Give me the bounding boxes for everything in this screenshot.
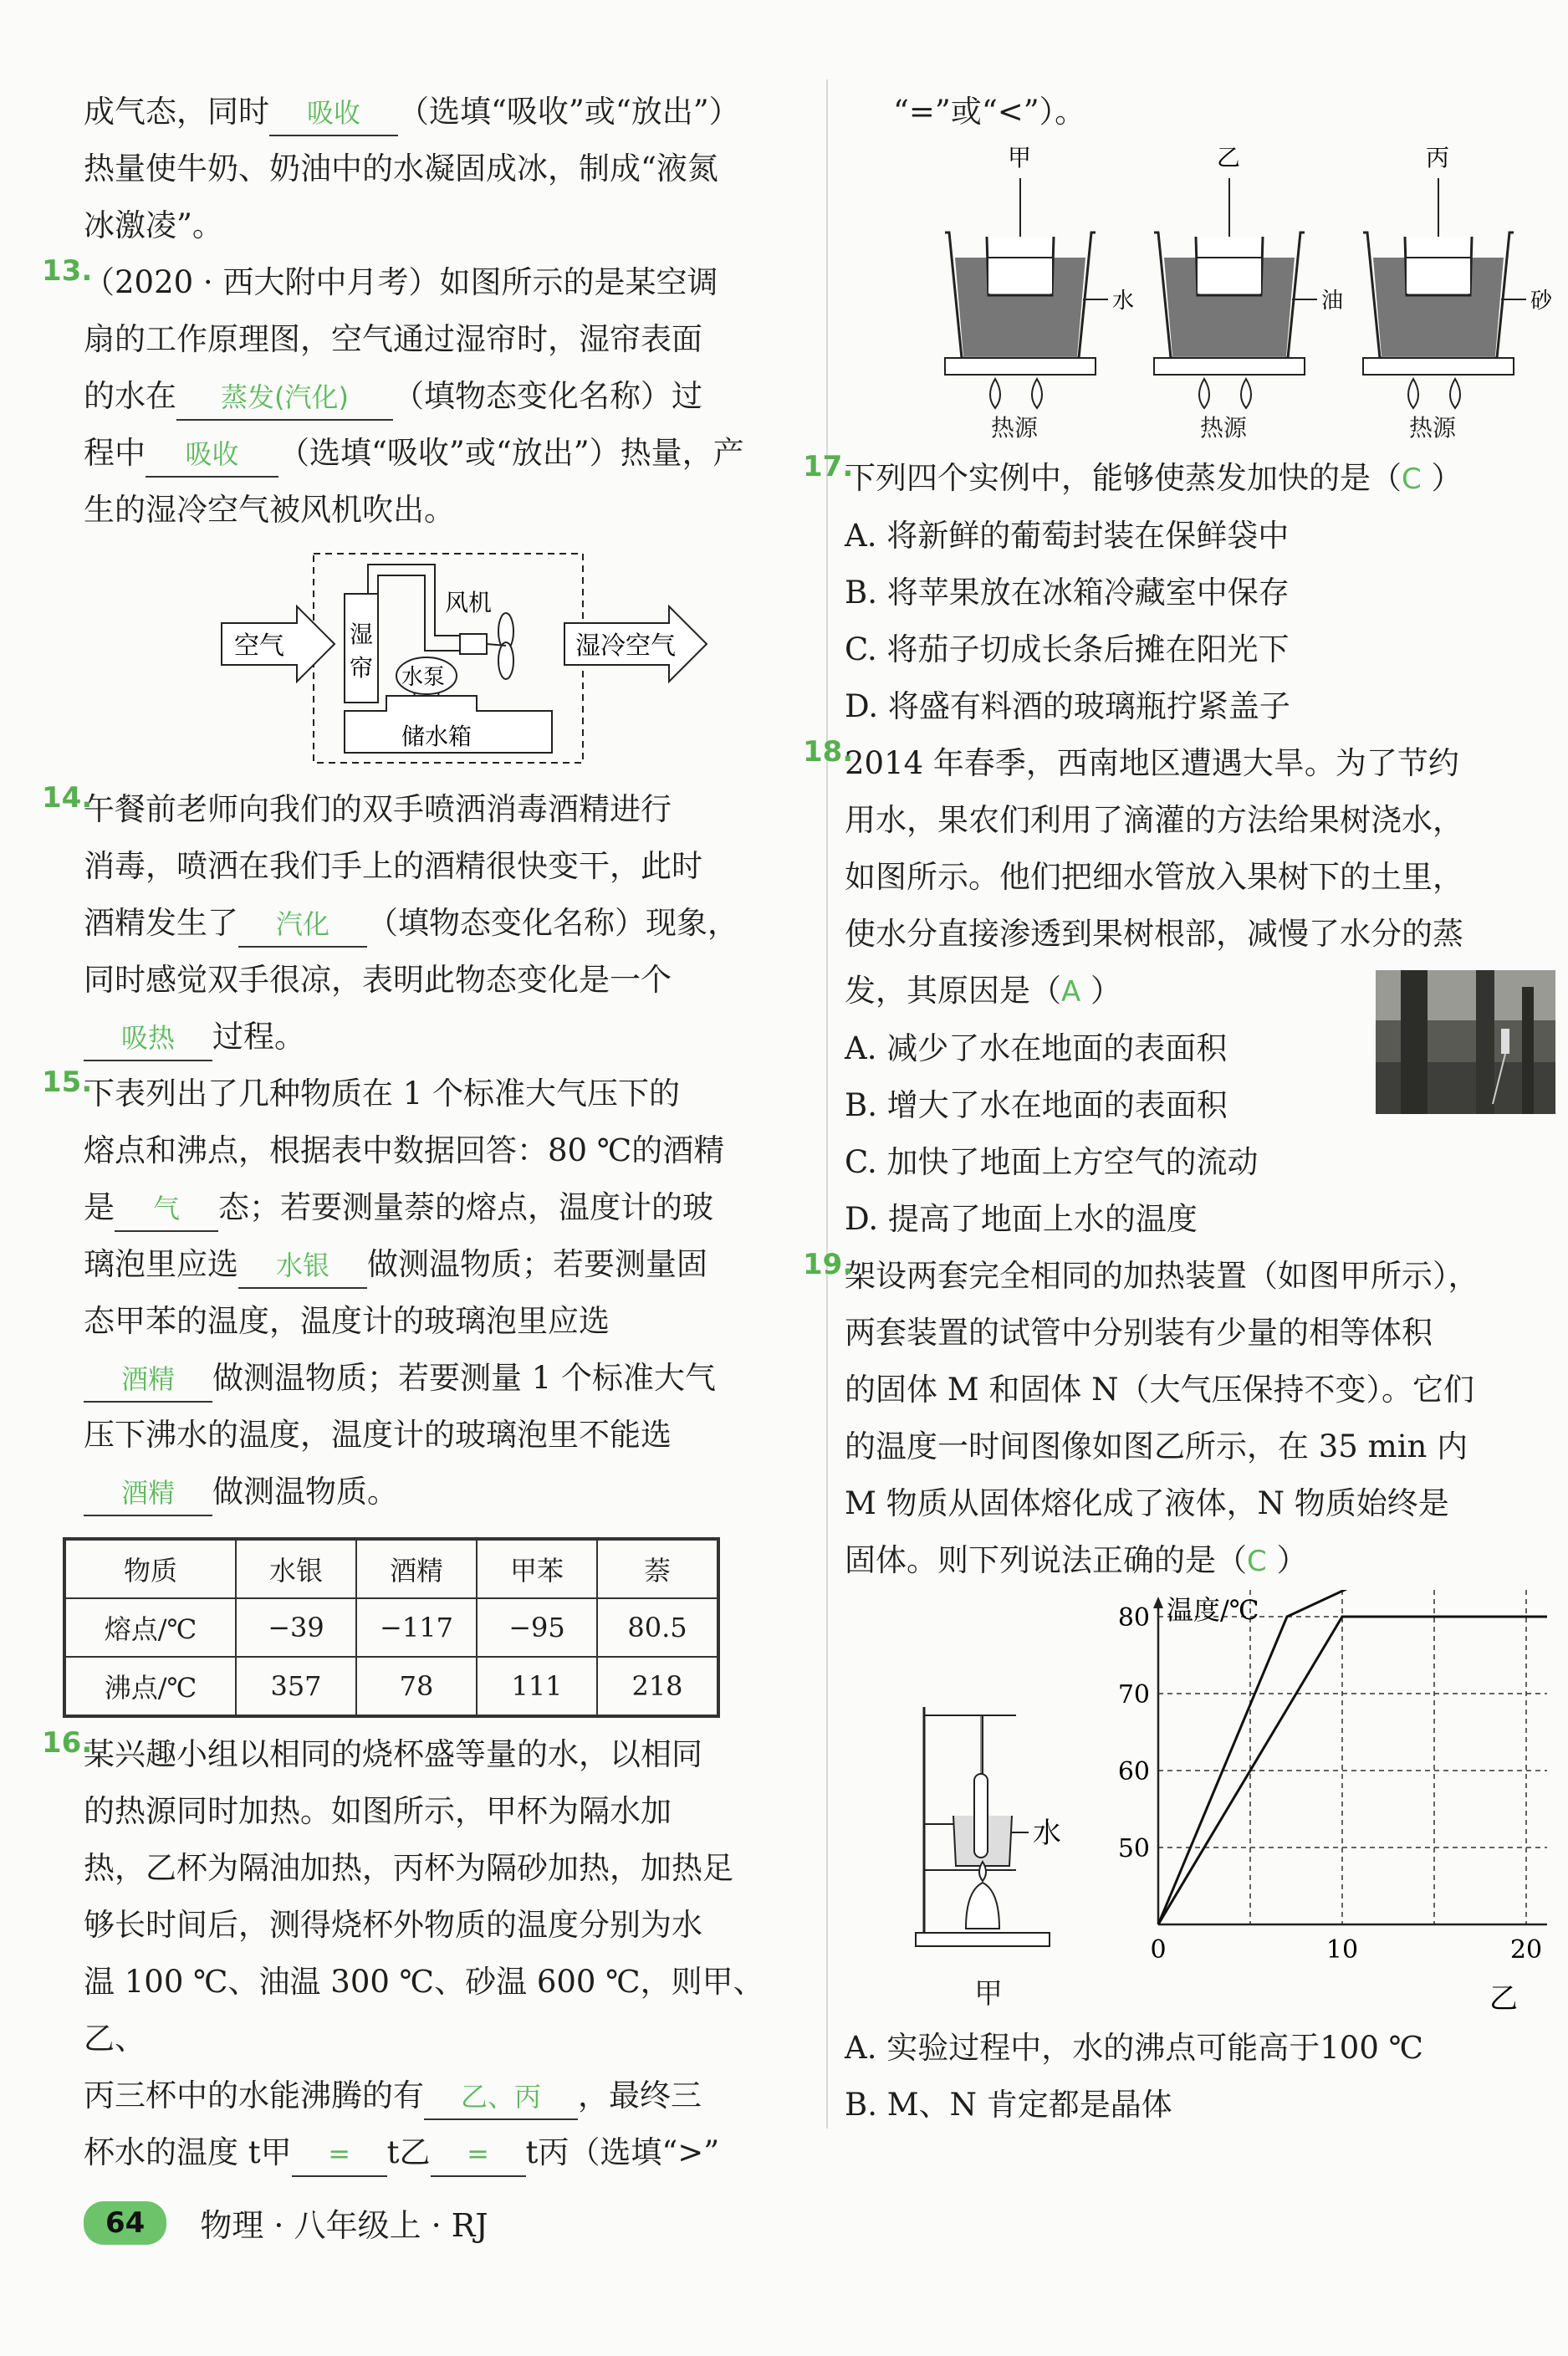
q16-line: 杯水的温度 t甲 = t乙 = t丙（选填“>” [84, 2124, 803, 2181]
table-cell: −39 [236, 1598, 356, 1657]
option-b[interactable]: B. 增大了水在地面的表面积 [845, 1087, 1228, 1123]
x-tick-label: 20 [1509, 1935, 1543, 1965]
q19-line: 的固体 M 和固体 N（大气压保持不变）。它们 [845, 1372, 1475, 1408]
flame-icon [1199, 379, 1209, 408]
beaker-label: 乙 [1217, 144, 1241, 171]
question-13 [42, 254, 803, 769]
heat-source-labels [912, 410, 1564, 443]
q13-line: 程中 吸收 （选填“吸收”或“放出”）热量，产 [84, 425, 803, 482]
question-19 [803, 1248, 1564, 2134]
answer-blank[interactable]: 水银 [238, 1244, 367, 1289]
flame-icon [1408, 379, 1418, 408]
table-header-cell: 水银 [236, 1539, 356, 1598]
beaker-yi [1154, 144, 1343, 408]
q15-line: 下表列出了几种物质在 1 个标准大气压下的 [84, 1076, 681, 1112]
answer-choice[interactable]: A [1061, 975, 1081, 1009]
tank-label: 储水箱 [401, 723, 472, 750]
beaker-heating-diagram [912, 141, 1568, 417]
q13-line: 生的湿冷空气被风机吹出。 [84, 492, 455, 528]
beaker-label: 丙 [1426, 144, 1450, 171]
q18-line: 使水分直接渗透到果树根部，减慢了水分的蒸 [845, 916, 1463, 952]
option-d[interactable]: D. 提高了地面上水的温度 [845, 1201, 1198, 1237]
figure-label-jia: 甲 [974, 1977, 1003, 2011]
flame-icon [990, 379, 1000, 408]
q16-continuation: “=”或“<”）。 [893, 94, 1086, 130]
answer-blank[interactable]: 酒精 [84, 1357, 212, 1403]
answer-blank[interactable]: = [431, 2132, 526, 2177]
answer-blank[interactable]: 酒精 [84, 1471, 212, 1516]
answer-blank[interactable]: 乙、丙 [424, 2075, 578, 2120]
table-header-cell: 酒精 [356, 1539, 477, 1598]
q15-line: 酒精 做测温物质。 [84, 1464, 803, 1520]
flame-icon [1032, 379, 1042, 408]
q13-line: 的水在 蒸发(汽化) （填物态变化名称）过 [84, 368, 803, 425]
intro-line-3: 冰激凌”。 [84, 207, 223, 243]
flame-icon [979, 1862, 986, 1881]
intro-line-2: 热量使牛奶、奶油中的水凝固成冰，制成“液氮 [84, 151, 718, 187]
y-tick-label: 50 [1117, 1834, 1150, 1863]
answer-blank[interactable]: 汽化 [238, 902, 367, 948]
table-cell: 80.5 [597, 1598, 718, 1657]
drip-irrigation-photo [1376, 970, 1555, 1114]
q18-options [845, 1020, 1564, 1248]
table-cell: 78 [356, 1657, 477, 1716]
page-number-badge: 64 [84, 2201, 166, 2245]
substance-table [63, 1537, 720, 1718]
alcohol-lamp [966, 1883, 999, 1929]
q16-line: 温 100 ℃、油温 300 ℃、砂温 600 ℃，则甲、乙、 [84, 1964, 764, 2057]
table-row [64, 1598, 718, 1657]
x-tick-label: 10 [1325, 1935, 1359, 1965]
medium-label: 砂 [1530, 289, 1553, 314]
beaker-bing [1363, 144, 1553, 408]
table-cell: 111 [477, 1657, 597, 1716]
q19-line: 架设两套完全相同的加热装置（如图甲所示）， [845, 1258, 1479, 1294]
q18-line: 2014 年春季，西南地区遭遇大旱。为了节约 [845, 745, 1459, 781]
table-header-cell: 物质 [64, 1539, 236, 1598]
q14-line: 酒精发生了 汽化 （填物态变化名称）现象， [84, 895, 803, 952]
series-line-M [1158, 1590, 1547, 1924]
option-a[interactable]: A. 将新鲜的葡萄封装在保鲜袋中 [845, 518, 1290, 554]
water-label: 水 [1033, 1817, 1061, 1850]
q15-line: 璃泡里应选 水银 做测温物质；若要测量固 [84, 1236, 803, 1293]
question-number: 13. [42, 254, 93, 288]
answer-blank[interactable]: 蒸发(汽化) [176, 376, 393, 421]
q13-line: 扇的工作原理图，空气通过湿帘时，湿帘表面 [84, 321, 702, 357]
question-number: 16. [42, 1726, 93, 1760]
option-a[interactable]: A. 实验过程中，水的沸点可能高于100 ℃ [845, 2030, 1424, 2066]
beaker-label: 甲 [1008, 144, 1032, 171]
question-15 [42, 1066, 803, 1718]
book-title: 物理 · 八年级上 · RJ [200, 2207, 488, 2244]
table-header-cell: 萘 [597, 1539, 718, 1598]
wet-pad [345, 594, 378, 703]
answer-blank[interactable]: 吸收 [146, 432, 278, 478]
q16-line: 丙三杯中的水能沸腾的有 乙、丙 ，最终三 [84, 2067, 803, 2124]
table-header-cell: 甲苯 [477, 1539, 597, 1598]
q16-line: 够长时间后，测得烧杯外物质的温度分别为水 [84, 1907, 702, 1943]
question-18 [803, 735, 1564, 1248]
q14-line: 吸热 过程。 [84, 1009, 803, 1066]
temperature-time-chart [1079, 1590, 1547, 2016]
table-cell: 沸点/℃ [64, 1657, 236, 1716]
y-axis-label: 温度/℃ [1167, 1594, 1259, 1626]
question-number: 17. [803, 450, 854, 483]
svg-text:湿: 湿 [350, 621, 374, 648]
answer-choice[interactable]: C [1247, 1545, 1267, 1578]
q19-line: 固体。则下列说法正确的是（C ） [845, 1542, 1308, 1578]
page-footer [84, 2200, 488, 2246]
q16-line: 的热源同时加热。如图所示，甲杯为隔水加 [84, 1793, 672, 1829]
flame-icon [1241, 379, 1251, 408]
air-out-label: 湿冷空气 [575, 631, 676, 661]
option-d[interactable]: D. 将盛有料酒的玻璃瓶拧紧盖子 [845, 688, 1290, 724]
chart-caption: 乙 [1489, 1982, 1518, 2016]
y-tick-label: 70 [1117, 1680, 1150, 1710]
table-cell: 357 [236, 1657, 356, 1716]
option-b[interactable]: B. 将苹果放在冰箱冷藏室中保存 [845, 575, 1290, 611]
q19-line: M 物质从固体熔化成了液体，N 物质始终是 [845, 1485, 1449, 1521]
q14-line: 消毒，喷洒在我们手上的酒精很快变干，此时 [84, 848, 702, 884]
question-14 [42, 781, 803, 1066]
heating-apparatus [907, 1699, 1075, 2008]
heat-source-label: 热源 [1200, 414, 1248, 442]
q14-line: 午餐前老师向我们的双手喷洒消毒酒精进行 [84, 791, 672, 827]
question-number: 15. [42, 1066, 93, 1099]
q13-line: （2020 · 西大附中月考）如图所示的是某空调 [84, 264, 718, 300]
table-row [64, 1657, 718, 1716]
air-in-label: 空气 [234, 631, 284, 661]
answer-blank[interactable]: = [292, 2132, 387, 2177]
answer-blank[interactable]: 吸热 [84, 1016, 212, 1061]
q14-line: 同时感觉双手很凉，表明此物态变化是一个 [84, 962, 672, 998]
question-16 [42, 1726, 803, 2181]
option-b[interactable]: B. M、N 肯定都是晶体 [845, 2087, 1172, 2123]
answer-choice[interactable]: C [1402, 463, 1422, 496]
table-header-row [64, 1539, 718, 1598]
svg-text:水泵: 水泵 [401, 665, 446, 690]
heat-source-label: 热源 [1409, 414, 1457, 442]
air-cooler-diagram [84, 544, 803, 769]
beaker-jia [945, 144, 1134, 408]
question-number: 19. [803, 1248, 854, 1281]
table-cell: −95 [477, 1598, 597, 1657]
column-divider [826, 79, 828, 2129]
table-cell: 熔点/℃ [64, 1598, 236, 1657]
y-tick-label: 80 [1117, 1603, 1150, 1633]
medium-label: 油 [1321, 289, 1344, 314]
question-number: 18. [803, 735, 854, 769]
q15-line: 压下沸水的温度，温度计的玻璃泡里不能选 [84, 1417, 672, 1453]
series-line-N [1158, 1590, 1547, 1924]
fan-label: 风机 [445, 589, 493, 616]
left-column [42, 84, 803, 2181]
q18-line: 用水，果农们利用了滴灌的方法给果树浇水， [845, 802, 1463, 838]
q18-line: 如图所示。他们把细水管放入果树下的土里， [845, 859, 1463, 895]
y-tick-label: 60 [1117, 1757, 1150, 1786]
q17-stem: 下列四个实例中，能够使蒸发加快的是（C ） [845, 460, 1463, 496]
y-axis-arrow [1153, 1597, 1163, 1608]
answer-blank[interactable]: 吸收 [269, 91, 398, 136]
answer-blank[interactable]: 气 [115, 1187, 218, 1232]
intro-line-1: 成气态，同时 吸收 （选填“吸收”或“放出”） [84, 84, 803, 141]
question-17 [803, 450, 1564, 735]
medium-label: 水 [1112, 289, 1135, 314]
right-column [803, 84, 1564, 2134]
table-cell: 218 [597, 1657, 718, 1716]
table-cell: −117 [356, 1598, 477, 1657]
fan-motor [460, 634, 487, 654]
x-tick-label: 0 [1150, 1935, 1167, 1965]
q18-line: 发，其原因是（A ） [845, 973, 1122, 1009]
q15-line: 熔点和沸点，根据表中数据回答：80 ℃的酒精 [84, 1132, 725, 1168]
question-number: 14. [42, 781, 93, 815]
q15-line: 酒精 做测温物质；若要测量 1 个标准大气 [84, 1350, 803, 1407]
q19-figures [845, 1590, 1564, 2016]
q15-line: 是 气 态；若要测量萘的熔点，温度计的玻 [84, 1179, 803, 1236]
q16-line: 热，乙杯为隔油加热，丙杯为隔砂加热，加热足 [84, 1850, 733, 1886]
option-c[interactable]: C. 将茄子切成长条后摊在阳光下 [845, 631, 1290, 667]
option-a[interactable]: A. 减少了水在地面的表面积 [845, 1030, 1228, 1066]
q19-line: 两套装置的试管中分别装有少量的相等体积 [845, 1315, 1433, 1351]
q19-line: 的温度一时间图像如图乙所示，在 35 min 内 [845, 1428, 1468, 1464]
flame-icon [1450, 379, 1460, 408]
option-c[interactable]: C. 加快了地面上方空气的流动 [845, 1144, 1259, 1180]
heat-source-label: 热源 [991, 414, 1039, 442]
q15-line: 态甲苯的温度，温度计的玻璃泡里应选 [84, 1303, 610, 1339]
q16-line: 某兴趣小组以相同的烧杯盛等量的水，以相同 [84, 1736, 702, 1772]
svg-text:帘: 帘 [350, 654, 374, 682]
